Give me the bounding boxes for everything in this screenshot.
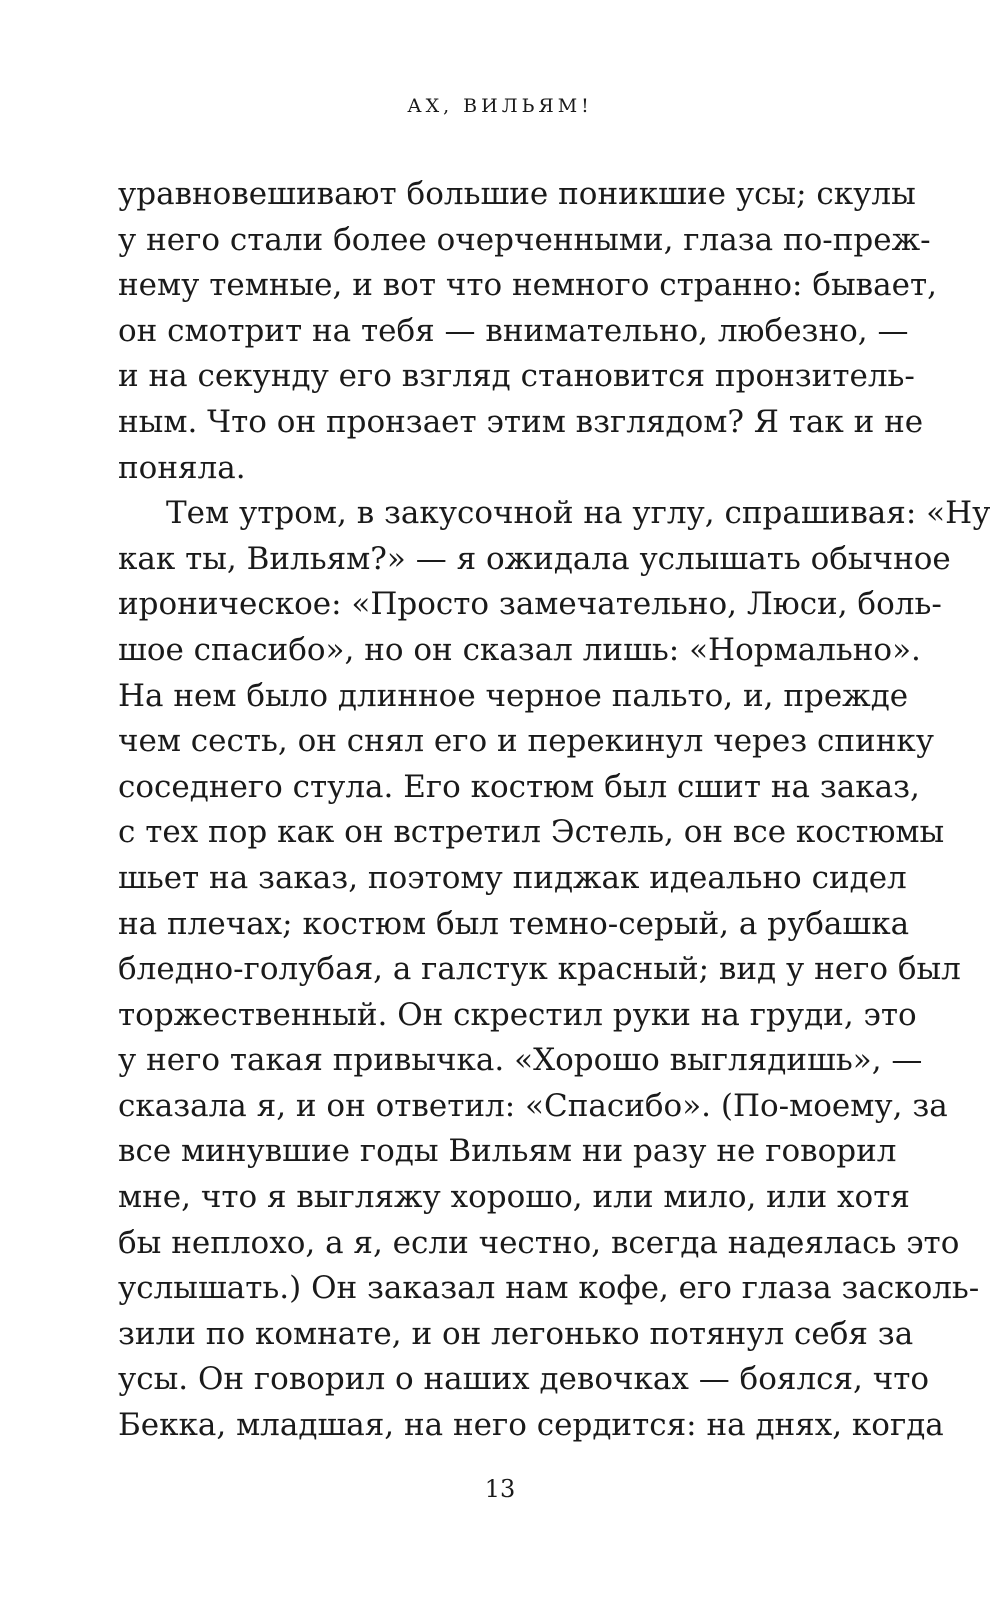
text-line: бледно-голубая, а галстук красный; вид у него был	[118, 951, 961, 988]
text-line: уравновешивают большие поникшие усы; скулы	[118, 176, 916, 212]
text-line: как ты, Вильям?» — я ожидала услышать обычное	[118, 540, 951, 577]
text-line: и на секунду его взгляд становится пронзитель-	[118, 358, 915, 395]
text-line: на плечах; костюм был темно-серый, а рубашка	[118, 905, 910, 942]
text-line: шьет на заказ, поэтому пиджак идеально сидел	[118, 859, 907, 896]
text-line: усы. Он говорил о наших девочках — боялся, что	[118, 1361, 930, 1398]
text-line: На нем было длинное черное пальто, и, прежде	[118, 677, 909, 714]
text-line: он смотрит на тебя — внимательно, любезно, —	[118, 312, 909, 349]
running-head: АХ, ВИЛЬЯМ!	[407, 95, 593, 117]
text-line: у него такая привычка. «Хорошо выглядишь», —	[118, 1042, 923, 1079]
text-line: бы неплохо, а я, если честно, всегда надеялась это	[118, 1224, 960, 1261]
text-line: Бекка, младшая, на него сердится: на днях, когда	[118, 1407, 944, 1444]
text-line-paragraph-end: поняла.	[118, 449, 246, 486]
text-line: шое спасибо», но он сказал лишь: «Нормально».	[118, 631, 921, 668]
text-line: торжественный. Он скрестил руки на груди, это	[118, 996, 917, 1033]
text-line: соседнего стула. Его костюм был сшит на заказ,	[118, 768, 920, 805]
text-line: нему темные, и вот что немного странно: бывает,	[118, 267, 937, 304]
page-number: 13	[484, 1475, 516, 1503]
body-text	[118, 172, 991, 1449]
text-line: ироническое: «Просто замечательно, Люси, боль-	[118, 586, 942, 623]
text-line: все минувшие годы Вильям ни разу не говорил	[118, 1133, 897, 1170]
text-line: с тех пор как он встретил Эстель, он все костюмы	[118, 814, 945, 851]
text-line: сказала я, и он ответил: «Спасибо». (По-моему, за	[118, 1087, 948, 1124]
text-line: ным. Что он пронзает этим взглядом? Я так и не	[118, 403, 924, 440]
text-line-paragraph-start: Тем утром, в закусочной на углу, спрашивая: «Ну	[166, 495, 991, 532]
text-line: чем сесть, он снял его и перекинул через спинку	[118, 723, 934, 760]
text-line: услышать.) Он заказал нам кофе, его глаза засколь-	[118, 1270, 980, 1307]
text-line: мне, что я выгляжу хорошо, или мило, или хотя	[118, 1179, 910, 1216]
text-line: зили по комнате, и он легонько потянул себя за	[118, 1315, 914, 1352]
text-line: у него стали более очерченными, глаза по-преж-	[118, 221, 931, 258]
